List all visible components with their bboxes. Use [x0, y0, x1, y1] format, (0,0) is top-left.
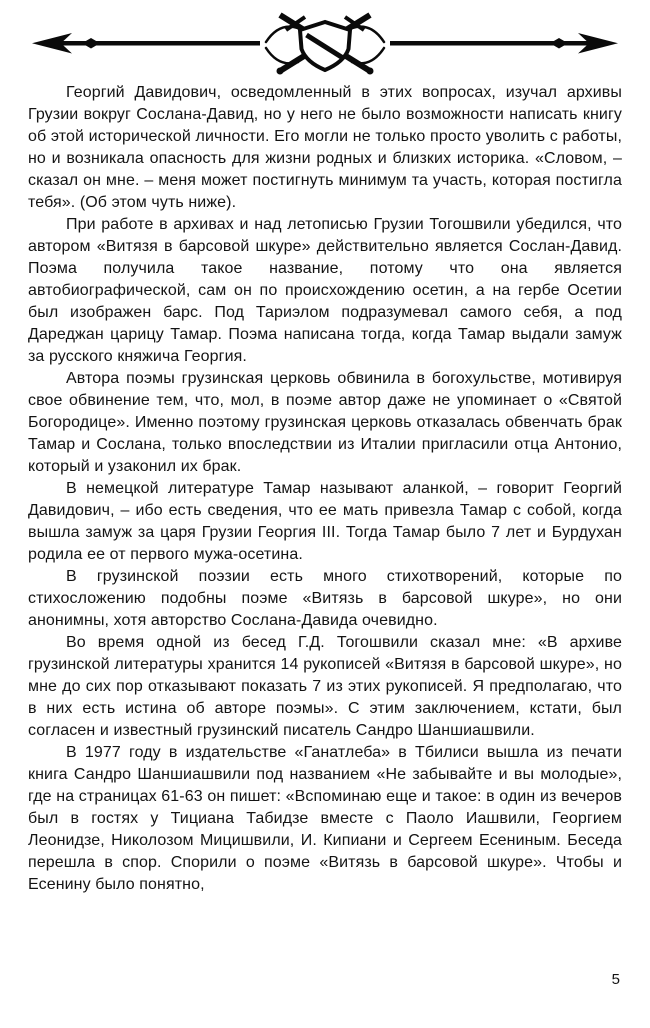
paragraph: В грузинской поэзии есть много стихотворений, которые по стихосложению подобны поэме «Витязь в барсовой шкуре», но они анонимны, хотя авторство Сослана-Давида очевидно.	[28, 568, 622, 629]
paragraph: В немецкой литературе Тамар называют аланкой, – говорит Георгий Давидович, – ибо есть сведения, что ее мать привезла Тамар с собой, когда вышла замуж за царя Грузии Георгия III. Тогда Тамар было 7 лет и Бурдухан родила ее от первого мужа-осетина.	[28, 480, 622, 563]
header-ornament	[0, 0, 650, 76]
crossed-swords-ornament	[30, 9, 620, 81]
paragraph: При работе в архивах и над летописью Грузии Тогошвили убедился, что автором «Витязя в барсовой шкуре» действительно является Сослан-Давид. Поэма получила такое название, потому что она является автобиографической, сам он по происхождению осетин, а на гербе Осетии был изображен барс. Под Тариэлом подразумевал самого себя, а под Дареджан царицу Тамар. Поэма написана тогда, когда Тамар выдали замуж за русского княжича Георгия.	[28, 216, 622, 365]
page-number: 5	[611, 971, 620, 988]
paragraph: В 1977 году в издательстве «Ганатлеба» в Тбилиси вышла из печати книга Сандро Шаншиашвили под названием «Не забывайте и вы молодые», где на страницах 61-63 он пишет: «Вспоминаю еще и такое: в один из вечеров был в гостях у Тициана Табидзе вместе с Паоло Иашвили, Георгием Леонидзе, Николозом Мицишвили, И. Кипиани и Сергеем Есениным. Беседа перешла в спор. Спорили о поэме «Витязь в барсовой шкуре». Чтобы и Есенину было понятно,	[28, 744, 622, 893]
paragraph: Автора поэмы грузинская церковь обвинила в богохульстве, мотивируя свое обвинение тем, что, мол, в поэме автор даже не упоминает о «Святой Богородице». Именно поэтому грузинская церковь отказалась обвенчать брак Тамар и Сослана, только впоследствии из Италии пригласили отца Антонио, который и узаконил их брак.	[28, 370, 622, 475]
right-spear-icon	[390, 33, 618, 54]
paragraph: Георгий Давидович, осведомленный в этих вопросах, изучал архивы Грузии вокруг Сослана-Давид, но у него не было возможности написать книгу об этой исторической личности. Его могли не только просто уволить с работы, но и возникала опасность для жизни родных и близких историка. «Словом, – сказал он мне. – меня может постигнуть минимум та участь, которая постигла тебя». (Об этом чуть ниже).	[28, 84, 622, 211]
shield-icon	[300, 22, 350, 70]
paragraph: Во время одной из бесед Г.Д. Тогошвили сказал мне: «В архиве грузинской литературы хранится 14 рукописей «Витязя в барсовой шкуре», но мне до сих пор отказывают показать 7 из этих рукописей. Я предполагаю, что в них есть истина об авторе поэмы». С этим заключением, кстати, был согласен и известный грузинский писатель Сандро Шаншиашвили.	[28, 634, 622, 739]
page-text	[0, 76, 650, 896]
left-spear-icon	[32, 33, 260, 54]
